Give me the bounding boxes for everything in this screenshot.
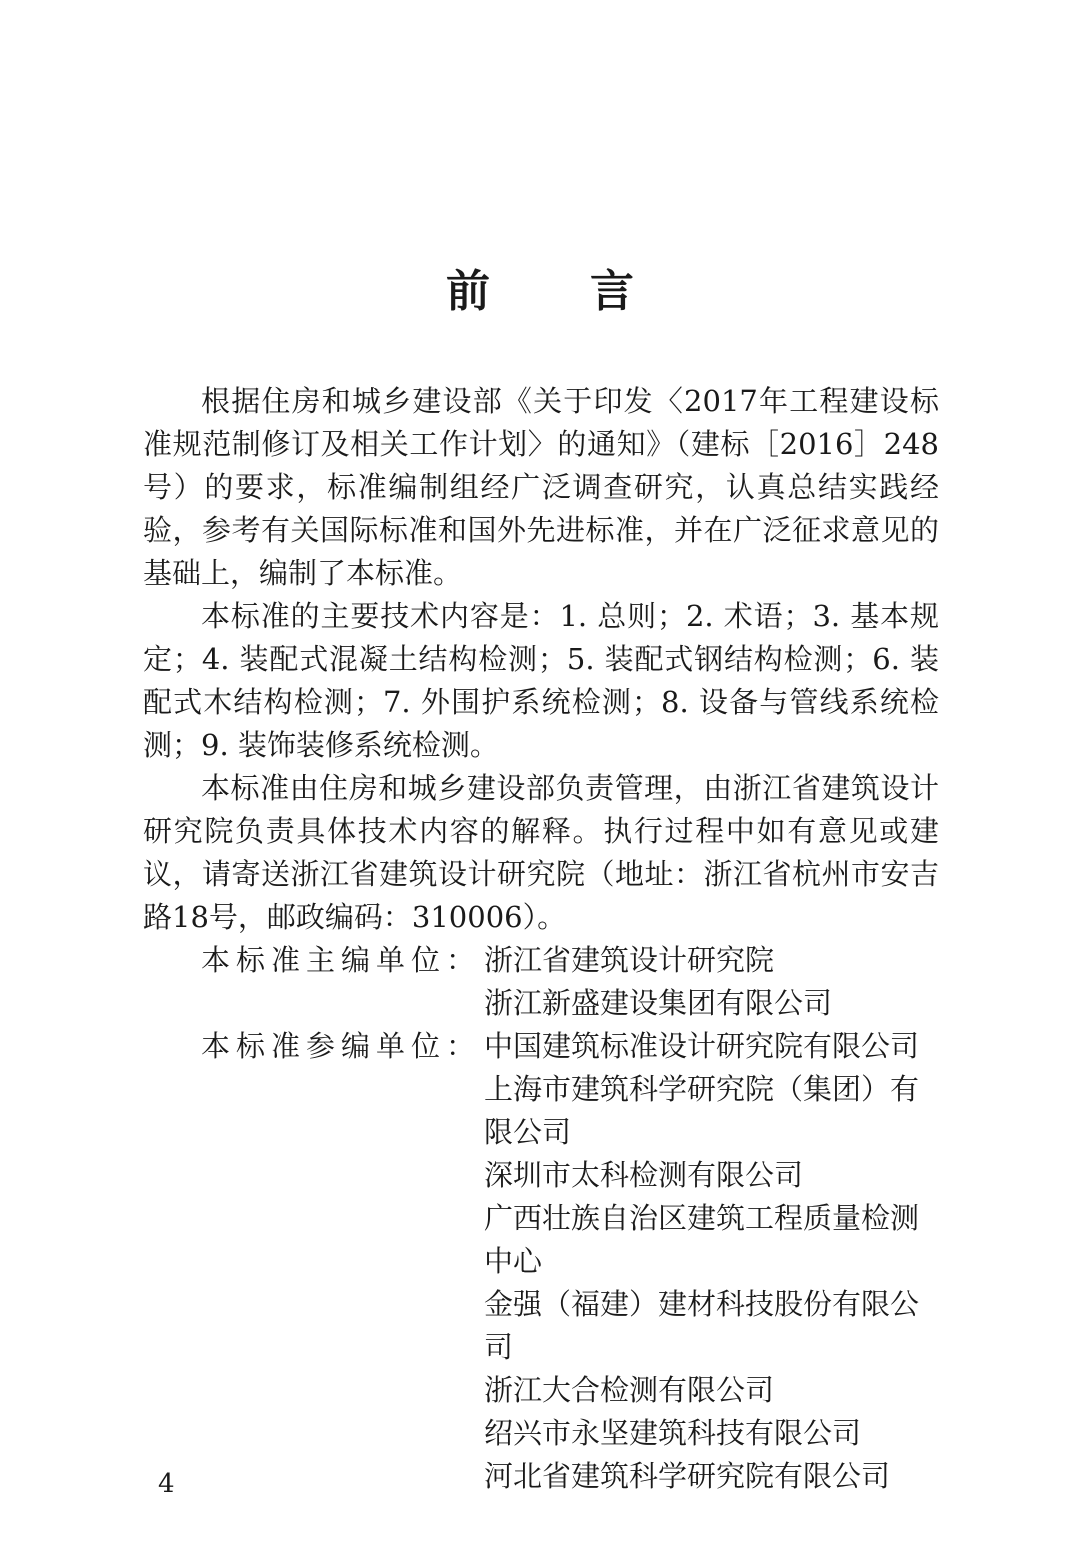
list-item: 浙江大合检测有限公司 [484, 1373, 775, 1407]
chief-units-list [484, 939, 939, 1025]
drafting-units [143, 939, 939, 1498]
chief-units-label: 本标准主编单位： [201, 943, 482, 977]
preface-paragraph-1: 根据住房和城乡建设部《关于印发〈2017年工程建设标准规范制修订及相关工作计划〉的通知》（建标［2016］248号）的要求，标准编制组经广泛调查研究，认真总结实践经验，参考有关国际标准和国外先进标准，并在广泛征求意见的基础上，编制了本标准。 [143, 384, 939, 590]
page-title-char-1: 前 [446, 266, 490, 317]
page-number: 4 [158, 1469, 175, 1499]
list-item: 深圳市太科检测有限公司 [484, 1158, 804, 1192]
participating-units-label: 本标准参编单位： [201, 1029, 482, 1063]
list-item: 绍兴市永坚建筑科技有限公司 [484, 1416, 862, 1450]
list-item: 上海市建筑科学研究院（集团）有限公司 [484, 1072, 920, 1149]
list-item: 河北省建筑科学研究院有限公司 [484, 1459, 891, 1493]
chief-units-block [143, 939, 939, 1025]
page-title [0, 262, 1080, 322]
list-item: 中国建筑标准设计研究院有限公司 [484, 1029, 920, 1063]
list-item: 浙江新盛建设集团有限公司 [484, 986, 833, 1020]
list-item: 金强（福建）建材科技股份有限公司 [484, 1287, 920, 1364]
preface-body [143, 380, 939, 1498]
page-title-char-2: 言 [590, 266, 634, 317]
preface-paragraph-3: 本标准由住房和城乡建设部负责管理，由浙江省建筑设计研究院负责具体技术内容的解释。执行过程中如有意见或建议，请寄送浙江省建筑设计研究院（地址：浙江省杭州市安吉路18号，邮政编码：310006）。 [143, 771, 939, 934]
list-item: 浙江省建筑设计研究院 [484, 943, 775, 977]
participating-units-block [143, 1025, 939, 1498]
participating-units-list [484, 1025, 939, 1498]
list-item: 广西壮族自治区建筑工程质量检测中心 [484, 1201, 920, 1278]
preface-paragraph-2: 本标准的主要技术内容是：1. 总则；2. 术语；3. 基本规定；4. 装配式混凝土结构检测；5. 装配式钢结构检测；6. 装配式木结构检测；7. 外围护系统检测；8. 设备与管线系统检测；9. 装饰装修系统检测。 [143, 599, 939, 762]
